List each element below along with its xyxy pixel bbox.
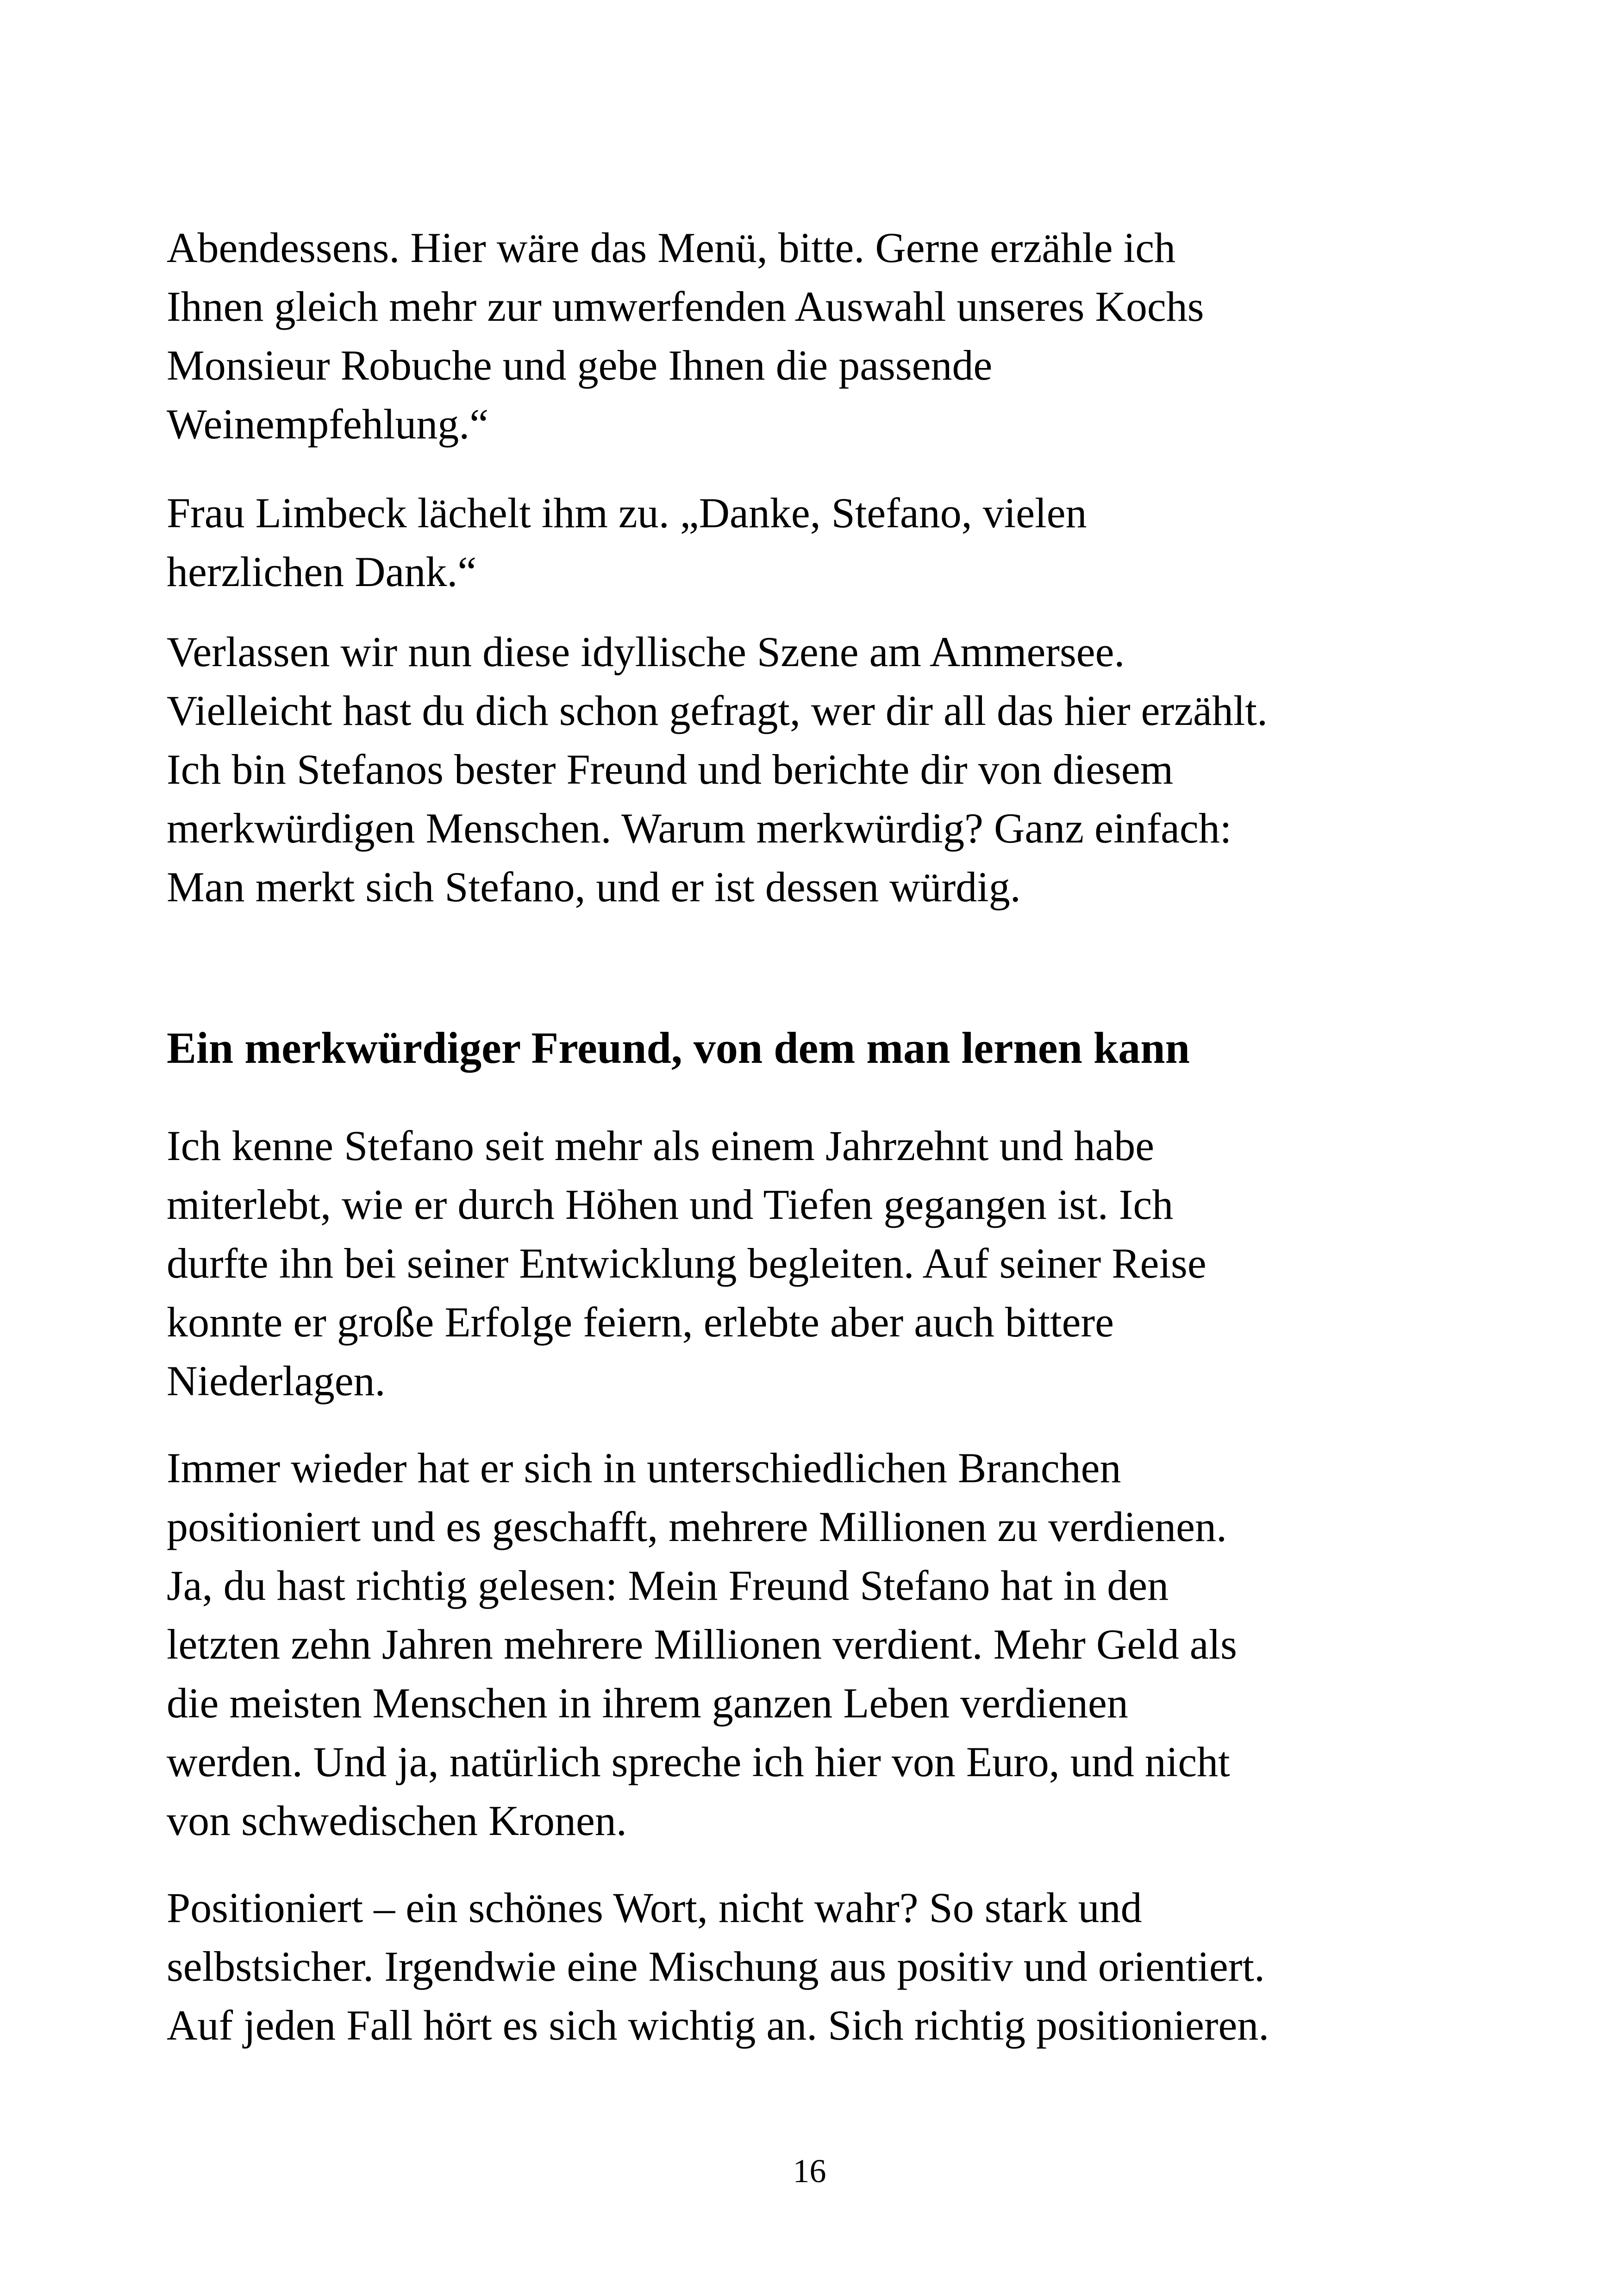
text-line: positioniert und es geschafft, mehrere Millionen zu verdienen. [167, 1503, 1227, 1550]
text-line: Man merkt sich Stefano, und er ist dessen würdig. [167, 863, 1021, 911]
text-line: Immer wieder hat er sich in unterschiedlichen Branchen [167, 1444, 1121, 1491]
text-line: von schwedischen Kronen. [167, 1797, 627, 1844]
text-line: Abendessens. Hier wäre das Menü, bitte. Gerne erzähle ich [167, 224, 1176, 271]
paragraph [167, 1117, 1389, 1410]
paragraph [167, 1439, 1389, 1850]
text-line: Niederlagen. [167, 1357, 386, 1404]
paragraph [167, 484, 1389, 601]
text-line: durfte ihn bei seiner Entwicklung begleiten. Auf seiner Reise [167, 1240, 1206, 1287]
text-line: Auf jeden Fall hört es sich wichtig an. Sich richtig positionieren. [167, 2002, 1269, 2049]
text-line: Ich bin Stefanos bester Freund und berichte dir von diesem [167, 746, 1174, 793]
text-line: selbstsicher. Irgendwie eine Mischung aus positiv und orientiert. [167, 1943, 1265, 1990]
text-line: die meisten Menschen in ihrem ganzen Leben verdienen [167, 1679, 1128, 1727]
text-line: letzten zehn Jahren mehrere Millionen verdient. Mehr Geld als [167, 1621, 1237, 1668]
text-line: Vielleicht hast du dich schon gefragt, wer dir all das hier erzählt. [167, 687, 1268, 734]
text-line: konnte er große Erfolge feiern, erlebte aber auch bittere [167, 1298, 1114, 1346]
text-line: merkwürdigen Menschen. Warum merkwürdig? Ganz einfach: [167, 805, 1232, 852]
text-line: Ja, du hast richtig gelesen: Mein Freund Stefano hat in den [167, 1562, 1169, 1609]
page-number: 16 [793, 2152, 826, 2190]
text-line: Ich kenne Stefano seit mehr als einem Jahrzehnt und habe [167, 1122, 1155, 1169]
paragraph [167, 623, 1389, 917]
text-line: Monsieur Robuche und gebe Ihnen die passende [167, 342, 993, 389]
paragraph [167, 218, 1389, 454]
text-line: Ihnen gleich mehr zur umwerfenden Auswahl unseres Kochs [167, 283, 1204, 330]
text-line: Frau Limbeck lächelt ihm zu. „Danke, Stefano, vielen [167, 489, 1087, 537]
text-line: miterlebt, wie er durch Höhen und Tiefen gegangen ist. Ich [167, 1181, 1174, 1228]
paragraph [167, 1878, 1389, 2055]
text-line: herzlichen Dank.“ [167, 548, 477, 595]
text-line: werden. Und ja, natürlich spreche ich hier von Euro, und nicht [167, 1738, 1230, 1785]
text-line: Weinempfehlung.“ [167, 400, 489, 448]
text-line: Positioniert – ein schönes Wort, nicht wahr? So stark und [167, 1884, 1142, 1931]
text-line: Verlassen wir nun diese idyllische Szene am Ammersee. [167, 628, 1125, 675]
section-heading: Ein merkwürdiger Freund, von dem man lernen kann [167, 1023, 1190, 1073]
